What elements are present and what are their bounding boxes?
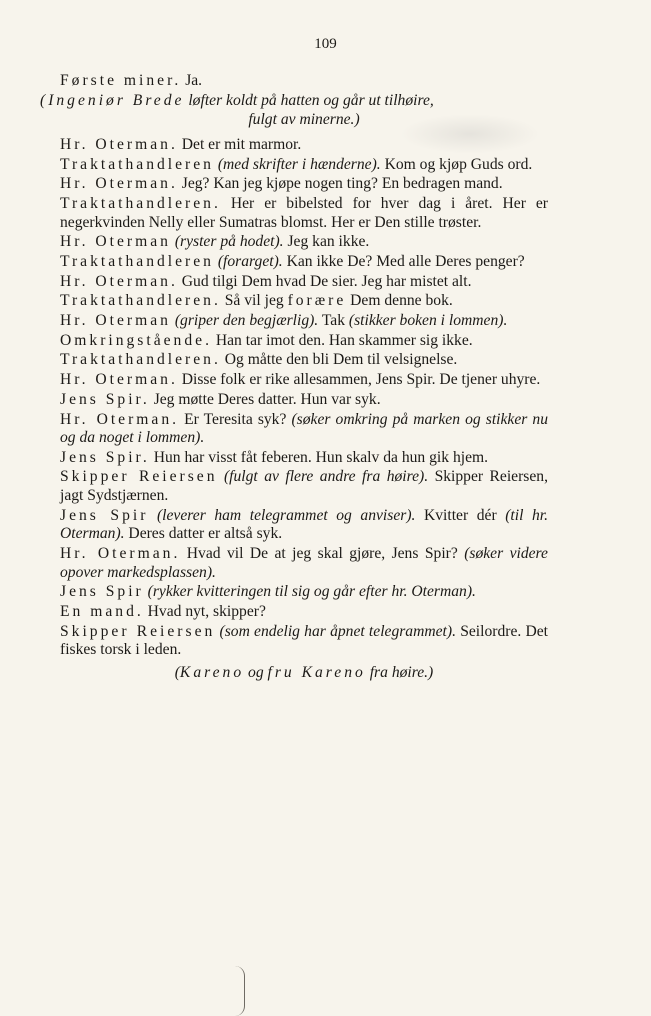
line-text: Ja. [181,72,203,89]
dialogue-line [60,273,548,292]
speaker: Traktathandleren. [60,292,221,310]
line-text: Gud tilgi Dem hvad De sier. Jeg har mistet alt. [177,272,472,290]
dialogue-line [60,253,548,272]
dialogue-line [60,371,548,390]
dialogue-line [60,175,548,194]
direction: (søker omkring på marken og stikker nu og da noget i lommen). [60,410,548,447]
line-text: Og måtte den bli Dem til velsignelse. [220,351,458,369]
speaker: Første miner. [60,72,182,89]
stage-text: ( [174,663,180,681]
direction: (søker videre opover markedsplassen). [60,545,548,581]
direction: (rykker kvitteringen til sig og går efter hr. Oterman). [143,583,476,601]
stage-text: fulgt av minerne.) [248,111,360,129]
dialogue-line [60,507,548,544]
speaker: Skipper Reiersen [60,622,216,640]
dialogue-line [60,292,548,311]
speaker: Hr. Oterman [60,312,171,330]
speaker: Hr. Oterman. [60,135,178,153]
direction: (med skrifter i hænderne). [213,155,381,173]
dialogue-line [60,545,548,582]
direction: (griper den begjærlig). [170,312,319,330]
line-text: Jeg møtte Deres datter. Hun var syk. [149,390,381,408]
line-text: Hvad vil De at jeg skal gjøre, Jens Spir? [180,545,465,563]
line-text: Hun har visst fåt feberen. Hun skalv da hun gik hjem. [149,448,489,466]
dialogue-line [60,411,548,448]
direction: (ryster på hodet). [170,233,284,251]
stage-text: løfter koldt på hatten og går ut tilhøire, [184,91,434,109]
line-text: Det er mit marmor. [177,135,302,153]
speaker: Traktathandleren. [60,351,221,369]
stage-name: (Ingeniør Brede [40,91,185,109]
line-text: Dem denne bok. [346,292,453,310]
stage-direction-cont [60,111,548,130]
line-text: Kvitter dér [415,506,506,524]
character-name: fru Kareno [267,663,366,681]
dialogue-line [60,351,548,370]
line-text: Han tar imot den. Han skammer sig ikke. [211,331,473,349]
speaker: En mand. [60,603,144,620]
stage-direction [60,664,548,683]
speaker: Traktathandleren [60,155,214,173]
speaker: Hr. Oterman. [60,272,178,290]
binding-edge-mark [232,966,245,1016]
dialogue-line [60,468,548,505]
stage-direction [40,92,548,111]
line-text: Skipper Reiersen, jagt Sydstjærnen. [60,468,548,505]
speaker: Jens Spir. [60,448,150,466]
direction: (som endelig har åpnet telegrammet). [215,622,456,640]
speaker: Skipper Reiersen [60,468,218,486]
emphasis: forære [287,292,347,310]
line-text: Disse folk er rike allesammen, Jens Spir. De tjener uhyre. [177,371,541,389]
line-text: Her er bibelsted for hver dag i året. Her er negerkvinden Nelly eller Sumatras blomst. Her er Den stille trøster. [60,195,548,231]
speaker: Hr. Oterman. [60,371,178,389]
direction: (leverer ham telegrammet og anviser). [148,506,416,524]
speaker: Hr. Oterman [60,233,171,251]
dialogue-line [60,583,548,602]
speaker: Jens Spir. [60,390,150,408]
dialogue-line [60,449,548,468]
line-text: Kom og kjøp Guds ord. [380,155,533,173]
direction: (fulgt av flere andre fra høire). [217,468,429,486]
stage-text: fra høire.) [365,663,434,681]
line-text: Hvad nyt, skipper? [143,603,266,620]
line-text: Deres datter er altså syk. [124,525,283,543]
dialogue-line [60,312,548,331]
stage-text: og [244,663,268,681]
dialogue-line [60,391,548,410]
line-text: Er Teresita syk? [179,410,292,428]
speaker: Traktathandleren [60,253,214,270]
dialogue-line [60,332,548,351]
line-text: Seilordre. Det fiskes torsk i leden. [60,622,549,659]
dialogue-line [60,72,548,91]
dialogue-line [60,233,548,252]
speaker: Jens Spir [60,506,149,524]
dialogue-line [60,603,548,622]
dialogue-line [60,156,548,175]
character-name: Kareno [179,663,245,681]
line-text: Så vil jeg [220,292,288,310]
speaker: Jens Spir [60,583,144,601]
direction: (forarget). [213,253,283,270]
play-text [40,72,549,684]
speaker: Omkringstående. [60,331,212,349]
speaker: Hr. Oterman. [60,545,181,563]
direction: (stikker boken i lommen). [348,312,508,330]
line-text: Kan ikke De? Med alle Deres penger? [282,253,525,270]
line-text: Jeg kan ikke. [283,233,370,251]
dialogue-line [60,195,548,232]
direction: (til hr. Oterman). [60,506,549,543]
dialogue-line [60,623,548,660]
dialogue-line [60,136,548,155]
line-text: Jeg? Kan jeg kjøpe nogen ting? En bedragen mand. [177,175,503,193]
speaker: Traktathandleren. [60,195,221,213]
line-text: Tak [318,312,349,330]
speaker: Hr. Oterman. [60,175,178,193]
page-number: 109 [314,36,337,52]
speaker: Hr. Oterman. [60,410,180,428]
